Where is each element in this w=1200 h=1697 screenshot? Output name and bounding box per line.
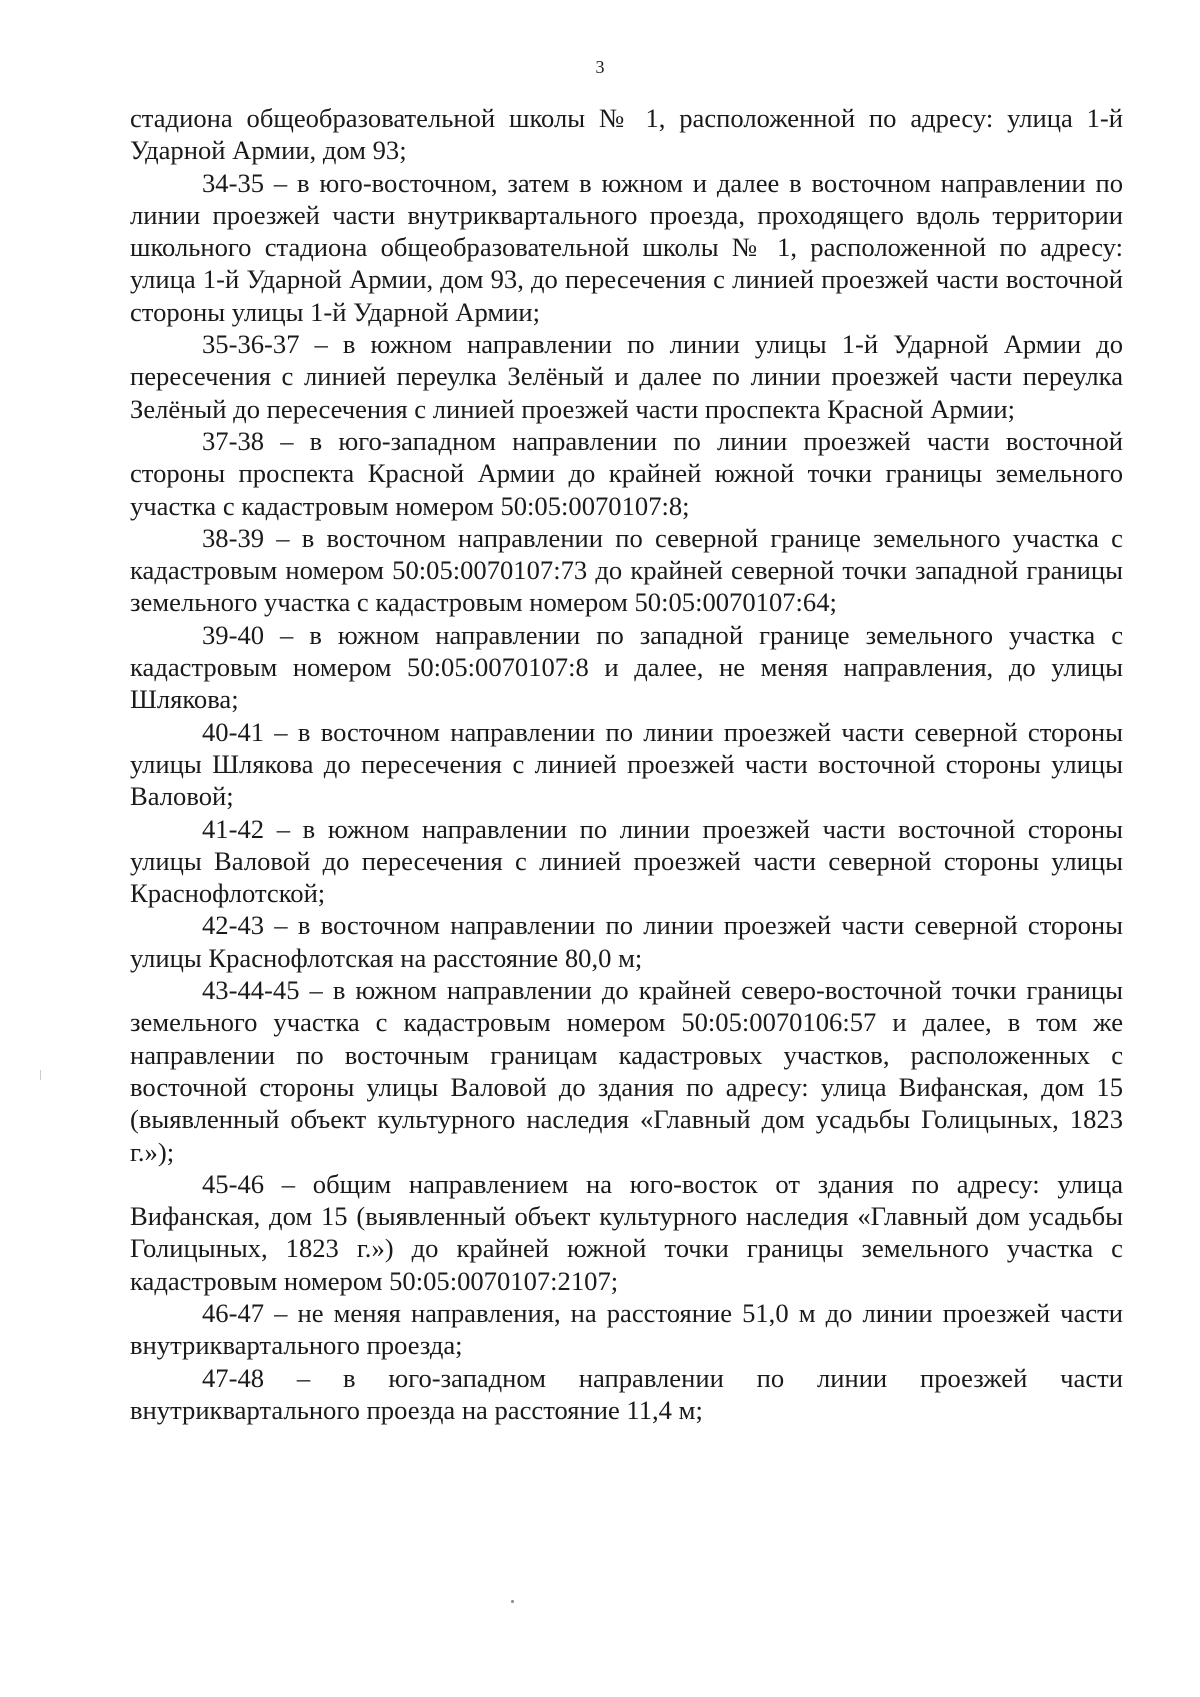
scan-speck [511, 1600, 514, 1603]
paragraph-segment-46-47: 46-47 – не меняя направления, на расстояние 51,0 м до линии проезжей части внутриквартального проезда; [130, 1297, 1123, 1361]
paragraph-segment-38-39: 38-39 – в восточном направлении по северной границе земельного участка с кадастровым номером 50:05:0070107:73 до крайней северной точки западной границы земельного участка с кадастровым номером 50:05:0070107:64; [130, 522, 1123, 618]
paragraph-segment-47-48: 47-48 – в юго-западном направлении по линии проезжей части внутриквартального проезда на расстояние 11,4 м; [130, 1362, 1123, 1425]
paragraph-segment-41-42: 41-42 – в южном направлении по линии проезжей части восточной стороны улицы Валовой до пересечения с линией проезжей части северной стороны улицы Краснофлотской; [130, 813, 1123, 909]
paragraph-segment-35-36-37: 35-36-37 – в южном направлении по линии улицы 1-й Ударной Армии до пересечения с линией переулка Зелёный и далее по линии проезжей части переулка Зелёный до пересечения с линией проезжей части проспекта Красной Армии; [130, 329, 1123, 424]
paragraph-segment-34-35: 34-35 – в юго-восточном, затем в южном и далее в восточном направлении по линии проезжей части внутриквартального проезда, проходящего вдоль территории школьного стадиона общеобразовательной школы № 1, расположенной по адресу: улица 1-й Ударной Армии, дом 93, до пересечения с линией проезжей части восточной стороны улицы 1-й Ударной Армии; [130, 167, 1123, 327]
paragraph-segment-43-44-45: 43-44-45 – в южном направлении до крайней северо-восточной точки границы земельного участка с кадастровым номером 50:05:0070106:57 и далее, в том же направлении по восточным границам кадастровых участков, расположенных с восточной стороны улицы Валовой до здания по адресу: улица Вифанская, дом 15 (выявленный объект культурного наследия «Главный дом усадьбы Голицыных, 1823 г.»); [130, 975, 1123, 1167]
paragraph-segment-42-43: 42-43 – в восточном направлении по линии проезжей части северной стороны улицы Краснофлотская на расстояние 80,0 м; [130, 910, 1123, 973]
scan-margin-mark [40, 1070, 41, 1080]
paragraph-segment-39-40: 39-40 – в южном направлении по западной границе земельного участка с кадастровым номером 50:05:0070107:8 и далее, не меняя направления, до улицы Шлякова; [130, 619, 1123, 715]
page-number: 3 [595, 57, 605, 77]
document-body [130, 102, 1123, 1426]
paragraph-segment-37-38: 37-38 – в юго-западном направлении по линии проезжей части восточной стороны проспекта Красной Армии до крайней южной точки границы земельного участка с кадастровым номером 50:05:0070107:8; [130, 425, 1123, 521]
paragraph-continuation: стадиона общеобразовательной школы № 1, расположенной по адресу: улица 1-й Ударной Армии, дом 93; [130, 103, 1123, 166]
paragraph-segment-45-46: 45-46 – общим направлением на юго-восток от здания по адресу: улица Вифанская, дом 15 (выявленный объект культурного наследия «Главный дом усадьбы Голицыных, 1823 г.») до крайней южной точки границы земельного участка с кадастровым номером 50:05:0070107:2107; [130, 1168, 1123, 1296]
paragraph-segment-40-41: 40-41 – в восточном направлении по линии проезжей части северной стороны улицы Шлякова до пересечения с линией проезжей части восточной стороны улицы Валовой; [130, 716, 1123, 812]
